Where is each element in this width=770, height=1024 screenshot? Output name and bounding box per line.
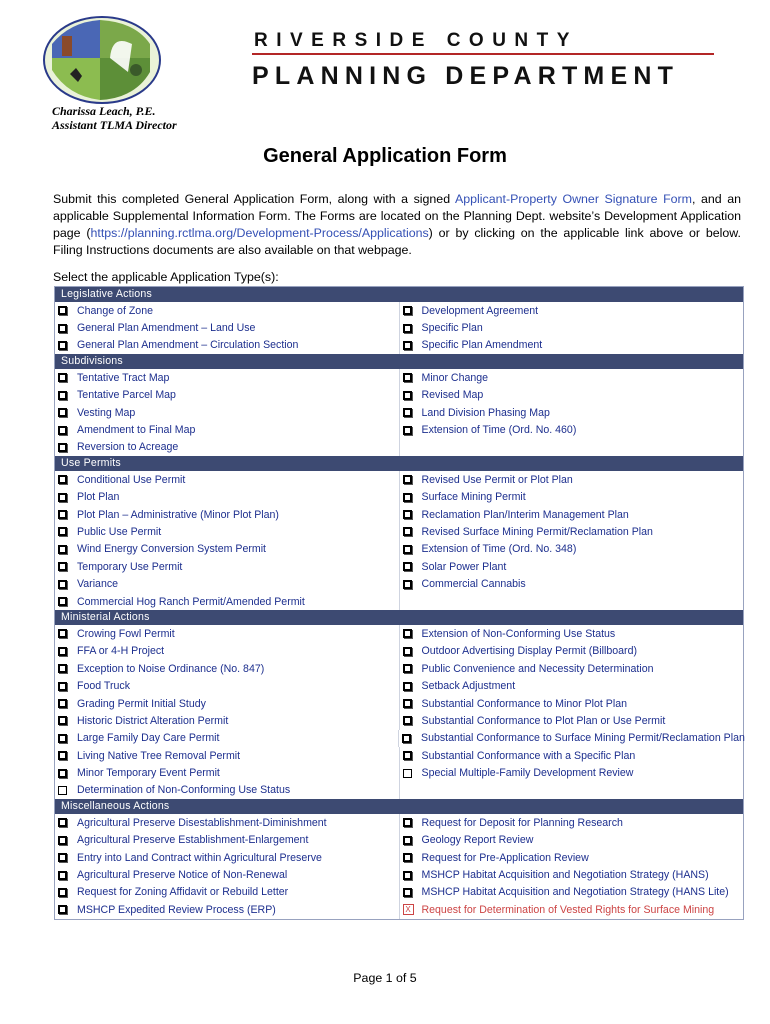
county-logo bbox=[40, 14, 165, 106]
option-checkbox[interactable] bbox=[58, 408, 67, 417]
intro-paragraph bbox=[53, 191, 741, 259]
option-checkbox[interactable] bbox=[58, 647, 67, 656]
option-cell bbox=[55, 782, 400, 799]
table-row bbox=[55, 593, 743, 610]
option-label: Grading Permit Initial Study bbox=[77, 697, 206, 710]
option-label: Wind Energy Conversion System Permit bbox=[77, 543, 266, 556]
option-cell bbox=[400, 660, 744, 677]
option-label: Living Native Tree Removal Permit bbox=[77, 749, 241, 762]
section-header: Legislative Actions bbox=[55, 287, 743, 302]
option-checkbox[interactable] bbox=[403, 888, 412, 897]
option-label: Request for Determination of Vested Rights for Surface Mining bbox=[421, 903, 715, 916]
option-cell bbox=[400, 439, 744, 456]
section-header: Subdivisions bbox=[55, 354, 743, 369]
option-checkbox[interactable] bbox=[403, 871, 412, 880]
option-label: Specific Plan Amendment bbox=[421, 339, 543, 352]
option-checkbox[interactable] bbox=[58, 510, 67, 519]
option-label: Determination of Non-Conforming Use Status bbox=[77, 784, 291, 797]
table-row bbox=[55, 319, 743, 336]
option-cell bbox=[55, 404, 400, 421]
option-cell bbox=[55, 832, 400, 849]
option-checkbox[interactable] bbox=[403, 527, 412, 536]
option-checkbox[interactable] bbox=[402, 734, 411, 743]
table-row bbox=[55, 884, 743, 901]
option-checkbox[interactable] bbox=[58, 475, 67, 484]
option-label: Variance bbox=[77, 578, 119, 591]
option-checkbox[interactable] bbox=[403, 408, 412, 417]
table-row bbox=[55, 695, 743, 712]
option-checkbox[interactable] bbox=[403, 664, 412, 673]
option-label: Minor Temporary Event Permit bbox=[77, 767, 220, 780]
option-label: Large Family Day Care Permit bbox=[77, 732, 220, 745]
option-label: Extension of Time (Ord. No. 348) bbox=[421, 543, 577, 556]
option-cell bbox=[55, 625, 400, 642]
option-label: Agricultural Preserve Notice of Non-Renewal bbox=[77, 869, 288, 882]
option-checkbox[interactable] bbox=[403, 493, 412, 502]
option-cell bbox=[400, 319, 744, 336]
table-row bbox=[55, 489, 743, 506]
table-row bbox=[55, 302, 743, 319]
option-cell bbox=[400, 489, 744, 506]
option-cell bbox=[400, 764, 744, 781]
option-cell bbox=[400, 712, 744, 729]
option-checkbox[interactable] bbox=[58, 682, 67, 691]
table-row bbox=[55, 866, 743, 883]
table-row bbox=[55, 782, 743, 799]
option-checkbox[interactable] bbox=[58, 324, 67, 333]
option-label: Request for Pre-Application Review bbox=[421, 851, 589, 864]
option-label: Outdoor Advertising Display Permit (Billboard) bbox=[421, 645, 637, 658]
option-checkbox[interactable] bbox=[58, 769, 67, 778]
section-header: Miscellaneous Actions bbox=[55, 799, 743, 814]
option-cell bbox=[55, 695, 400, 712]
option-checkbox[interactable] bbox=[58, 306, 67, 315]
table-row bbox=[55, 747, 743, 764]
page-number: Page 1 of 5 bbox=[353, 971, 417, 985]
table-row bbox=[55, 814, 743, 831]
option-label: General Plan Amendment – Circulation Section bbox=[77, 339, 299, 352]
option-cell bbox=[55, 558, 400, 575]
option-checkbox[interactable] bbox=[58, 426, 67, 435]
option-label: Tentative Tract Map bbox=[77, 371, 170, 384]
option-cell bbox=[400, 369, 744, 386]
option-cell bbox=[55, 319, 400, 336]
option-checkbox[interactable] bbox=[403, 853, 412, 862]
option-cell bbox=[55, 884, 400, 901]
table-row bbox=[55, 523, 743, 540]
option-cell bbox=[55, 387, 400, 404]
option-label: FFA or 4-H Project bbox=[77, 645, 165, 658]
table-row bbox=[55, 471, 743, 488]
intro-text-3: ) or by clicking on the applicable link above or below. Filing Instructions documents are also available on that webpage. bbox=[53, 226, 741, 257]
option-cell bbox=[55, 302, 400, 319]
option-checkbox[interactable] bbox=[58, 786, 67, 795]
option-label: Plot Plan – Administrative (Minor Plot Plan) bbox=[77, 508, 279, 521]
option-checkbox[interactable] bbox=[403, 562, 412, 571]
option-cell bbox=[399, 730, 743, 747]
option-label: Public Use Permit bbox=[77, 525, 162, 538]
option-checkbox[interactable] bbox=[403, 751, 412, 760]
option-checkbox[interactable] bbox=[58, 871, 67, 880]
option-checkbox[interactable] bbox=[403, 426, 412, 435]
option-checkbox[interactable] bbox=[403, 699, 412, 708]
option-label: Reclamation Plan/Interim Management Plan bbox=[421, 508, 629, 521]
table-row bbox=[55, 660, 743, 677]
option-checkbox[interactable] bbox=[403, 682, 412, 691]
option-cell bbox=[400, 575, 744, 592]
option-cell bbox=[55, 712, 400, 729]
option-cell bbox=[55, 471, 400, 488]
option-checkbox[interactable] bbox=[58, 597, 67, 606]
option-cell bbox=[400, 901, 744, 918]
option-label: Substantial Conformance to Minor Plot Plan bbox=[421, 697, 628, 710]
option-label: Request for Zoning Affidavit or Rebuild Letter bbox=[77, 886, 289, 899]
option-label: Reversion to Acreage bbox=[77, 441, 179, 454]
option-cell bbox=[400, 302, 744, 319]
option-label: MSHCP Expedited Review Process (ERP) bbox=[77, 903, 276, 916]
table-row bbox=[55, 558, 743, 575]
option-cell bbox=[55, 643, 400, 660]
option-cell bbox=[55, 369, 400, 386]
option-checkbox[interactable] bbox=[58, 716, 67, 725]
option-label: Commercial Hog Ranch Permit/Amended Permit bbox=[77, 595, 305, 608]
option-checkbox[interactable] bbox=[403, 306, 412, 315]
intro-text-2: , and an applicable Supplemental Information Form. The Forms are located on the Planning Dept. website’s Development Application page ( bbox=[53, 192, 741, 240]
option-label: Substantial Conformance to Plot Plan or Use Permit bbox=[421, 714, 666, 727]
table-row bbox=[55, 764, 743, 781]
signature-form-link[interactable]: Applicant-Property Owner Signature Form bbox=[454, 192, 692, 206]
option-checkbox[interactable] bbox=[403, 391, 412, 400]
option-checkbox[interactable] bbox=[403, 836, 412, 845]
director-title: Assistant TLMA Director bbox=[52, 118, 177, 132]
table-row bbox=[55, 387, 743, 404]
option-cell bbox=[55, 421, 400, 438]
department-name: PLANNING DEPARTMENT bbox=[252, 62, 680, 90]
option-checkbox[interactable] bbox=[58, 493, 67, 502]
option-label: Extension of Time (Ord. No. 460) bbox=[421, 424, 577, 437]
option-checkbox[interactable] bbox=[403, 341, 412, 350]
option-cell bbox=[55, 730, 399, 747]
option-label: Tentative Parcel Map bbox=[77, 389, 176, 402]
option-checkbox[interactable] bbox=[58, 373, 67, 382]
option-checkbox[interactable]: X bbox=[403, 904, 414, 915]
option-checkbox[interactable] bbox=[58, 527, 67, 536]
option-label: Agricultural Preserve Disestablishment-Diminishment bbox=[77, 816, 327, 829]
select-instruction: Select the applicable Application Type(s): bbox=[53, 270, 279, 284]
option-cell bbox=[400, 558, 744, 575]
header-rule bbox=[252, 53, 714, 55]
option-cell bbox=[55, 575, 400, 592]
option-label: Setback Adjustment bbox=[421, 680, 516, 693]
option-cell bbox=[400, 677, 744, 694]
option-label: Substantial Conformance with a Specific Plan bbox=[421, 749, 636, 762]
option-cell bbox=[55, 866, 400, 883]
option-cell bbox=[400, 523, 744, 540]
option-label: Historic District Alteration Permit bbox=[77, 714, 229, 727]
option-cell bbox=[55, 337, 400, 354]
option-cell bbox=[400, 695, 744, 712]
option-cell bbox=[400, 643, 744, 660]
option-label: Special Multiple-Family Development Review bbox=[421, 767, 634, 780]
option-cell bbox=[400, 866, 744, 883]
option-label: Revised Surface Mining Permit/Reclamation Plan bbox=[421, 525, 653, 538]
application-type-table bbox=[54, 286, 744, 920]
table-row bbox=[55, 404, 743, 421]
option-cell bbox=[400, 814, 744, 831]
option-checkbox[interactable] bbox=[403, 629, 412, 638]
option-checkbox[interactable] bbox=[58, 341, 67, 350]
option-cell bbox=[55, 901, 400, 918]
option-checkbox[interactable] bbox=[58, 629, 67, 638]
option-label: Geology Report Review bbox=[421, 834, 534, 847]
option-label: MSHCP Habitat Acquisition and Negotiation Strategy (HANS Lite) bbox=[421, 886, 729, 899]
table-row bbox=[55, 712, 743, 729]
option-checkbox[interactable] bbox=[58, 888, 67, 897]
option-cell bbox=[400, 541, 744, 558]
table-row bbox=[55, 337, 743, 354]
director-name: Charissa Leach, P.E. bbox=[52, 104, 156, 118]
option-label: Substantial Conformance to Surface Mining Permit/Reclamation Plan bbox=[421, 732, 745, 745]
table-row bbox=[55, 421, 743, 438]
option-label: Exception to Noise Ordinance (No. 847) bbox=[77, 662, 265, 675]
option-label: Crowing Fowl Permit bbox=[77, 627, 175, 640]
option-cell bbox=[55, 523, 400, 540]
option-cell bbox=[400, 884, 744, 901]
director-block bbox=[52, 104, 177, 132]
option-label: Land Division Phasing Map bbox=[421, 406, 550, 419]
option-cell bbox=[55, 814, 400, 831]
table-row bbox=[55, 439, 743, 456]
option-label: Commercial Cannabis bbox=[421, 578, 526, 591]
option-checkbox[interactable] bbox=[403, 373, 412, 382]
option-checkbox[interactable] bbox=[403, 580, 412, 589]
option-checkbox[interactable] bbox=[58, 734, 67, 743]
option-cell bbox=[55, 660, 400, 677]
table-row bbox=[55, 730, 743, 747]
option-checkbox[interactable] bbox=[58, 818, 67, 827]
table-row bbox=[55, 901, 743, 918]
option-cell bbox=[400, 337, 744, 354]
option-label: Specific Plan bbox=[421, 322, 483, 335]
table-row bbox=[55, 643, 743, 660]
applications-url-link[interactable]: https://planning.rctlma.org/Development-Process/Applications bbox=[90, 226, 429, 240]
option-label: Extension of Non-Conforming Use Status bbox=[421, 627, 616, 640]
table-row bbox=[55, 369, 743, 386]
intro-text-1: Submit this completed General Application Form, along with a signed bbox=[53, 192, 455, 206]
option-label: Amendment to Final Map bbox=[77, 424, 196, 437]
option-label: General Plan Amendment – Land Use bbox=[77, 322, 256, 335]
option-cell bbox=[400, 471, 744, 488]
option-checkbox[interactable] bbox=[403, 475, 412, 484]
option-checkbox[interactable] bbox=[403, 545, 412, 554]
table-row bbox=[55, 849, 743, 866]
option-cell bbox=[55, 764, 400, 781]
option-label: Request for Deposit for Planning Research bbox=[421, 816, 623, 829]
section-header: Use Permits bbox=[55, 456, 743, 471]
option-checkbox[interactable] bbox=[403, 324, 412, 333]
option-cell bbox=[55, 747, 400, 764]
option-checkbox[interactable] bbox=[58, 751, 67, 760]
option-label: MSHCP Habitat Acquisition and Negotiation Strategy (HANS) bbox=[421, 869, 709, 882]
option-checkbox[interactable] bbox=[58, 580, 67, 589]
option-checkbox[interactable] bbox=[403, 769, 412, 778]
section-header: Ministerial Actions bbox=[55, 610, 743, 625]
option-checkbox[interactable] bbox=[403, 818, 412, 827]
option-checkbox[interactable] bbox=[58, 664, 67, 673]
option-checkbox[interactable] bbox=[403, 510, 412, 519]
option-cell bbox=[55, 439, 400, 456]
option-cell bbox=[400, 387, 744, 404]
option-cell bbox=[400, 849, 744, 866]
option-checkbox[interactable] bbox=[58, 853, 67, 862]
page-title: General Application Form bbox=[263, 145, 507, 167]
table-row bbox=[55, 677, 743, 694]
option-checkbox[interactable] bbox=[58, 562, 67, 571]
option-cell bbox=[400, 782, 744, 799]
option-label: Development Agreement bbox=[421, 304, 539, 317]
option-label: Food Truck bbox=[77, 680, 130, 693]
option-label: Conditional Use Permit bbox=[77, 473, 186, 486]
county-name: RIVERSIDE COUNTY bbox=[254, 30, 578, 51]
option-cell bbox=[400, 404, 744, 421]
option-cell bbox=[55, 506, 400, 523]
option-label: Revised Use Permit or Plot Plan bbox=[421, 473, 573, 486]
option-cell bbox=[400, 747, 744, 764]
option-cell bbox=[400, 506, 744, 523]
option-checkbox[interactable] bbox=[58, 905, 67, 914]
option-label: Plot Plan bbox=[77, 491, 120, 504]
option-checkbox[interactable] bbox=[58, 545, 67, 554]
option-checkbox[interactable] bbox=[58, 836, 67, 845]
option-checkbox[interactable] bbox=[58, 443, 67, 452]
option-cell bbox=[55, 489, 400, 506]
option-cell bbox=[55, 677, 400, 694]
option-cell bbox=[55, 593, 400, 610]
option-cell bbox=[400, 421, 744, 438]
option-cell bbox=[400, 593, 744, 610]
option-label: Public Convenience and Necessity Determination bbox=[421, 662, 654, 675]
option-label: Solar Power Plant bbox=[421, 560, 507, 573]
option-cell bbox=[55, 849, 400, 866]
option-cell bbox=[400, 832, 744, 849]
option-cell bbox=[400, 625, 744, 642]
option-label: Agricultural Preserve Establishment-Enlargement bbox=[77, 834, 309, 847]
option-label: Entry into Land Contract within Agricultural Preserve bbox=[77, 851, 322, 864]
table-row bbox=[55, 832, 743, 849]
option-checkbox[interactable] bbox=[58, 699, 67, 708]
option-label: Change of Zone bbox=[77, 304, 153, 317]
table-row bbox=[55, 506, 743, 523]
table-row bbox=[55, 575, 743, 592]
option-label: Vesting Map bbox=[77, 406, 136, 419]
option-label: Minor Change bbox=[421, 371, 489, 384]
table-row bbox=[55, 625, 743, 642]
option-label: Revised Map bbox=[421, 389, 484, 402]
table-row bbox=[55, 541, 743, 558]
option-checkbox[interactable] bbox=[403, 647, 412, 656]
option-checkbox[interactable] bbox=[58, 391, 67, 400]
option-checkbox[interactable] bbox=[403, 716, 412, 725]
option-cell bbox=[55, 541, 400, 558]
option-label: Temporary Use Permit bbox=[77, 560, 183, 573]
option-label: Surface Mining Permit bbox=[421, 491, 526, 504]
